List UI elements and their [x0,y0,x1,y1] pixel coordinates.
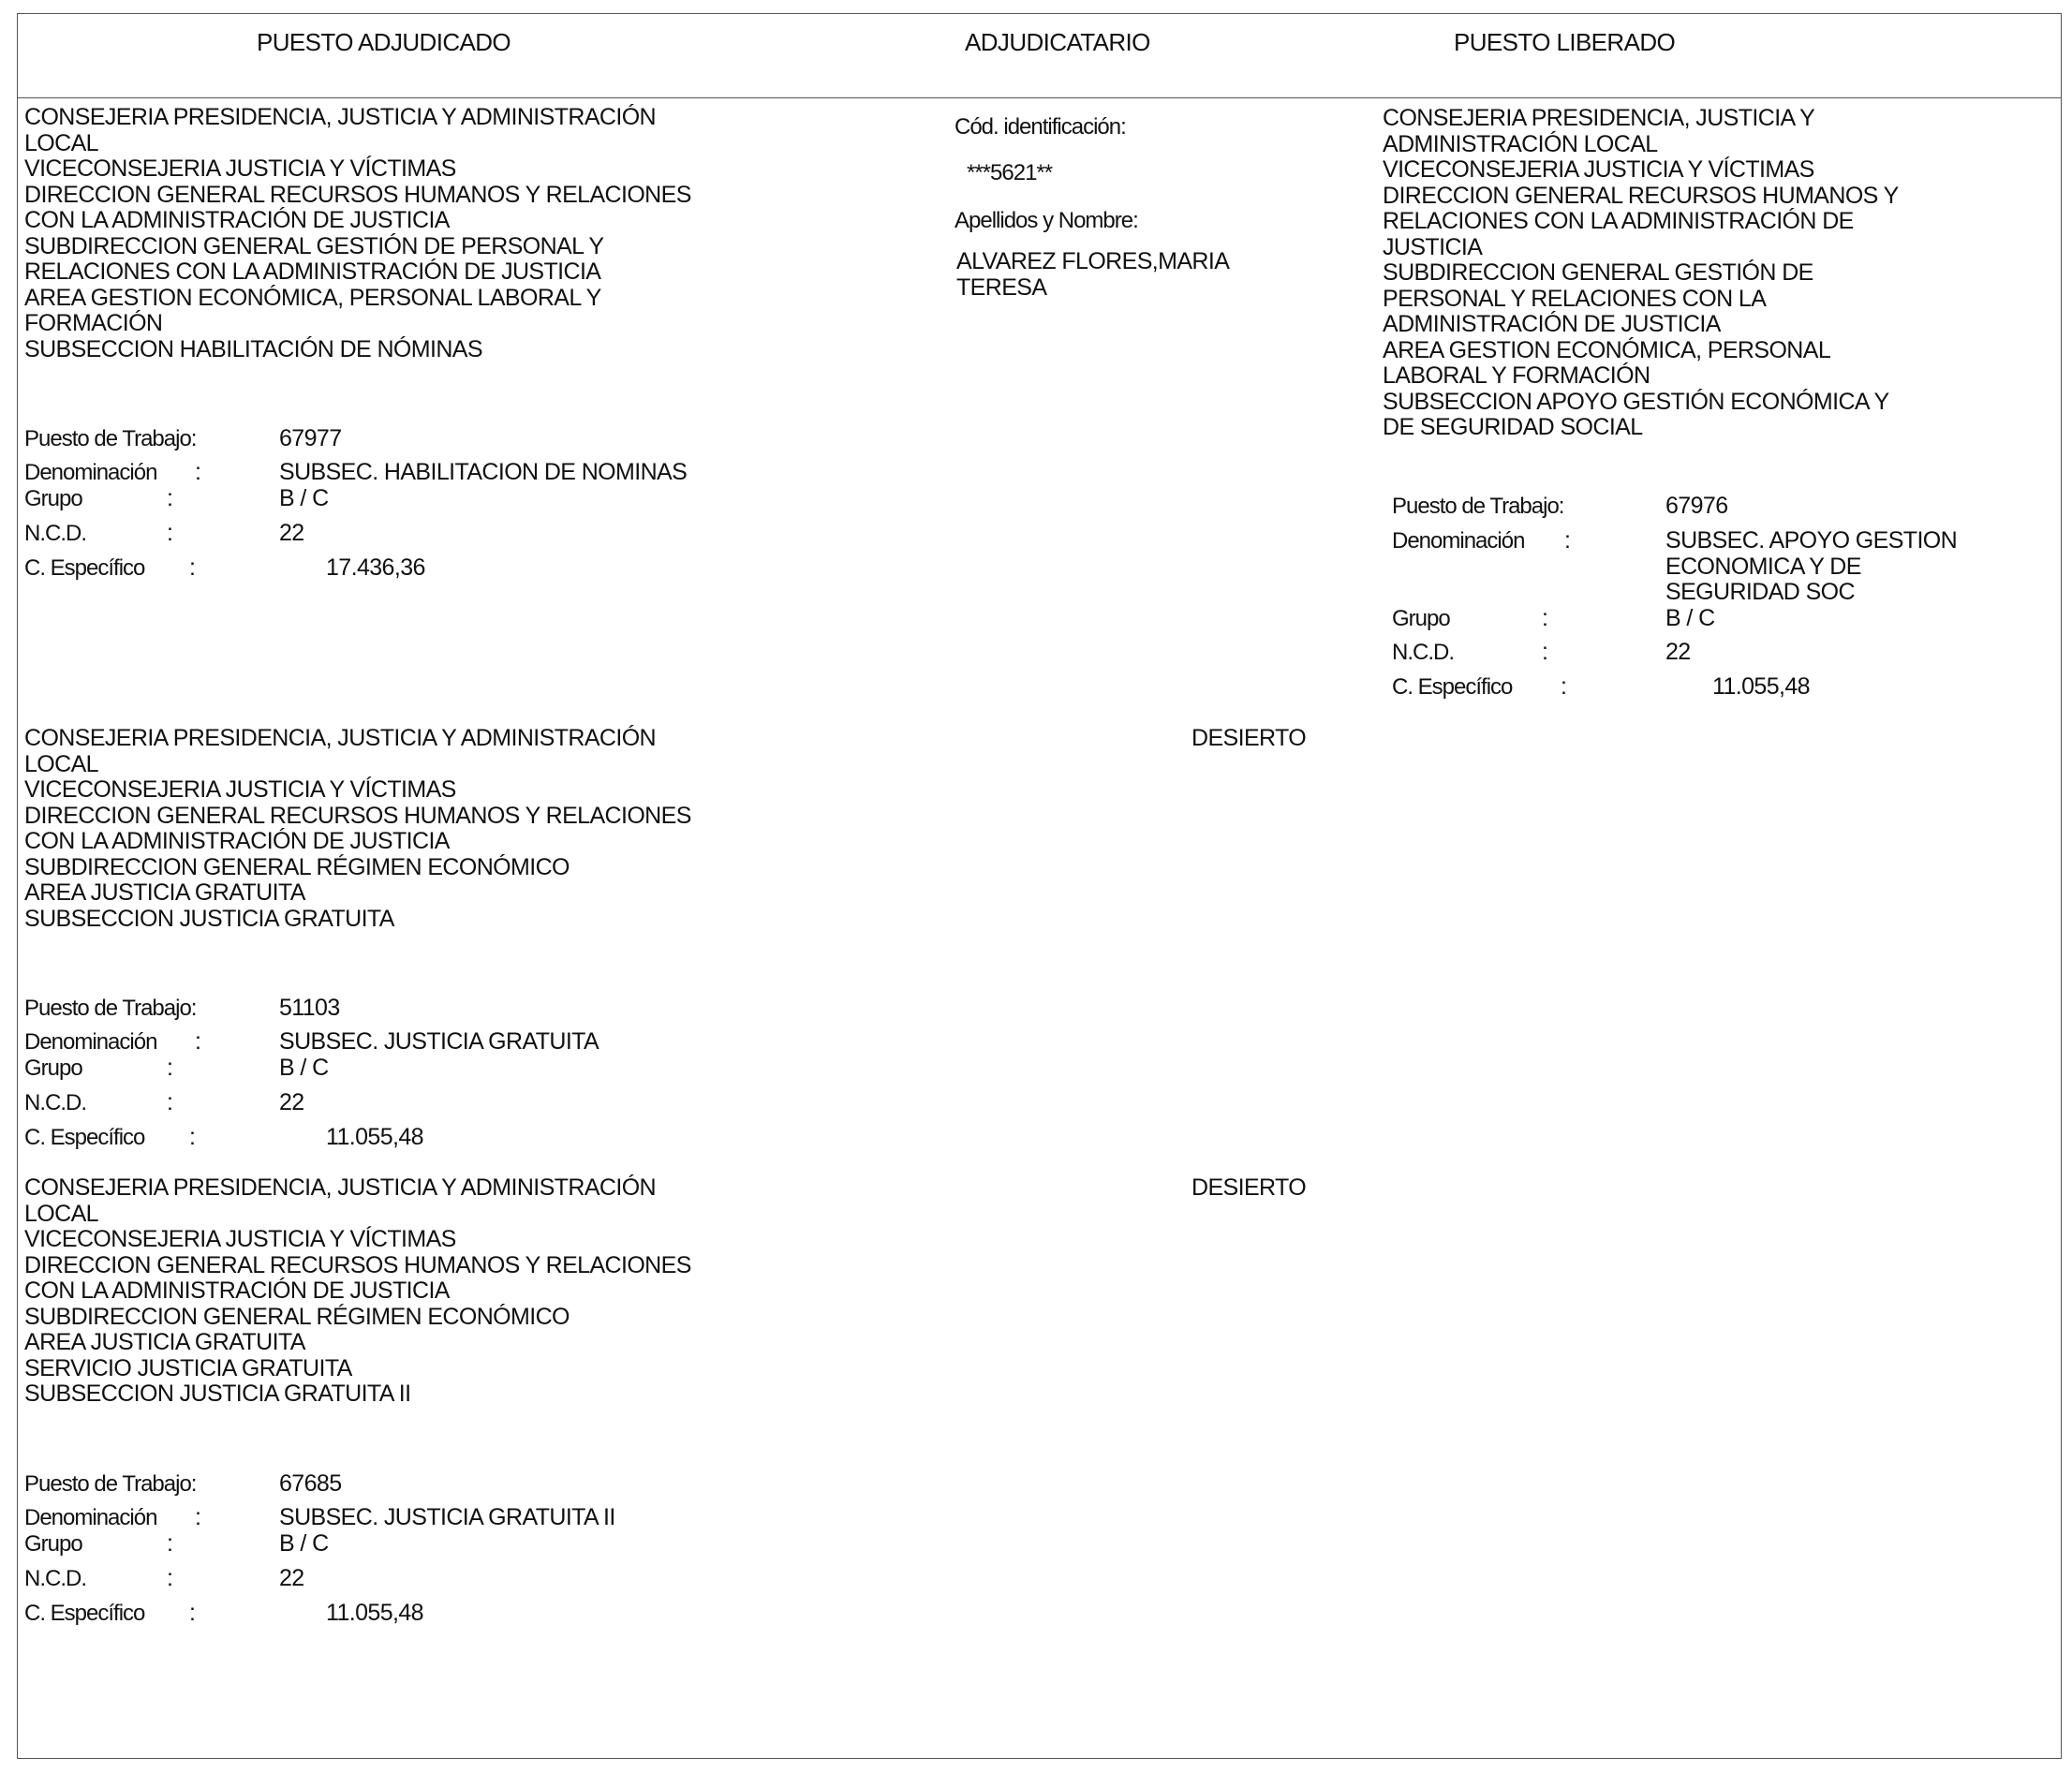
colon: : [189,1124,196,1150]
colon: : [1542,639,1548,665]
label-denominacion: Denominación [24,1505,157,1530]
label-puesto: Puesto de Trabajo: [1392,494,1564,519]
label-ncd: N.C.D. [24,521,86,546]
label-puesto: Puesto de Trabajo: [24,426,197,451]
label-puesto: Puesto de Trabajo: [24,1471,197,1497]
label-grupo: Grupo [24,486,82,511]
record-3-org: CONSEJERIA PRESIDENCIA, JUSTICIA Y ADMINISTRACIÓN LOCAL VICECONSEJERIA JUSTICIA Y VÍCTIMAS DIRECCION GENERAL RECURSOS HUMANOS Y RELACIONES CON LA ADMINISTRACIÓN DE JUSTICIA SUBDIRECCION GENERAL RÉGIMEN ECONÓMICO AREA JUSTICIA GRATUITA SERVICIO JUSTICIA GRATUITA SUBSECCION JUSTICIA GRATUITA II [24,1174,691,1407]
record-3-cespecifico: 11.055,48 [326,1600,423,1626]
colon: : [1564,527,1571,554]
liberado-org: CONSEJERIA PRESIDENCIA, JUSTICIA Y ADMINISTRACIÓN LOCAL VICECONSEJERIA JUSTICIA Y VÍCTIMAS DIRECCION GENERAL RECURSOS HUMANOS Y RELACIONES CON LA ADMINISTRACIÓN DE JUSTICIA SUBDIRECCION GENERAL GESTIÓN DE PERSONAL Y RELACIONES CON LA ADMINISTRACIÓN DE JUSTICIA AREA GESTION ECONÓMICA, PERSONAL LABORAL Y FORMACIÓN SUBSECCION APOYO GESTIÓN ECONÓMICA Y DE SEGURIDAD SOCIAL [1383,105,1899,440]
label-denominacion: Denominación [1392,528,1525,554]
liberado-puesto: 67976 [1665,493,1728,519]
label-ncd: N.C.D. [24,1090,86,1115]
colon: : [167,1089,173,1115]
adjudicatario-codigo: ***5621** [967,160,1053,185]
label-cespecifico: C. Específico [1392,674,1513,700]
record-1-cespecifico: 17.436,36 [326,554,425,581]
liberado-cespecifico: 11.055,48 [1712,673,1810,700]
record-3-status: DESIERTO [1191,1174,1307,1201]
record-2-ncd: 22 [279,1089,304,1115]
record-2-grupo: B / C [279,1055,329,1081]
colon: : [167,520,173,546]
colon: : [167,485,173,511]
record-3-denominacion: SUBSEC. JUSTICIA GRATUITA II [279,1504,615,1530]
label-ncd: N.C.D. [1392,640,1454,665]
header-adjudicatario: ADJUDICATARIO [965,28,1150,56]
colon: : [1561,673,1567,700]
label-grupo: Grupo [24,1056,82,1081]
record-2-cespecifico: 11.055,48 [326,1124,423,1150]
colon: : [189,554,196,581]
record-1-grupo: B / C [279,485,329,511]
record-1-ncd: 22 [279,520,304,546]
liberado-grupo: B / C [1665,605,1715,631]
record-1-puesto: 67977 [279,425,342,451]
colon: : [189,1600,196,1626]
adjudicatario-nombre: ALVAREZ FLORES,MARIA TERESA [956,248,1230,301]
colon: : [195,1504,201,1530]
colon: : [167,1055,173,1081]
label-grupo: Grupo [24,1531,82,1557]
colon: : [1542,605,1548,631]
record-3-ncd: 22 [279,1565,304,1591]
colon: : [195,459,201,485]
colon: : [195,1028,201,1055]
label-grupo: Grupo [1392,606,1450,631]
record-2-denominacion: SUBSEC. JUSTICIA GRATUITA [279,1028,599,1055]
record-3-puesto: 67685 [279,1470,342,1497]
record-1-org: CONSEJERIA PRESIDENCIA, JUSTICIA Y ADMINISTRACIÓN LOCAL VICECONSEJERIA JUSTICIA Y VÍCTIMAS DIRECCION GENERAL RECURSOS HUMANOS Y RELACIONES CON LA ADMINISTRACIÓN DE JUSTICIA SUBDIRECCION GENERAL GESTIÓN DE PERSONAL Y RELACIONES CON LA ADMINISTRACIÓN DE JUSTICIA AREA GESTION ECONÓMICA, PERSONAL LABORAL Y FORMACIÓN SUBSECCION HABILITACIÓN DE NÓMINAS [24,104,691,362]
label-apellidos-nombre: Apellidos y Nombre: [955,208,1138,233]
colon: : [167,1565,173,1591]
label-ncd: N.C.D. [24,1566,86,1591]
record-2-org: CONSEJERIA PRESIDENCIA, JUSTICIA Y ADMINISTRACIÓN LOCAL VICECONSEJERIA JUSTICIA Y VÍCTIMAS DIRECCION GENERAL RECURSOS HUMANOS Y RELACIONES CON LA ADMINISTRACIÓN DE JUSTICIA SUBDIRECCION GENERAL RÉGIMEN ECONÓMICO AREA JUSTICIA GRATUITA SUBSECCION JUSTICIA GRATUITA [24,725,691,932]
liberado-denominacion: SUBSEC. APOYO GESTION ECONOMICA Y DE SEGURIDAD SOC [1665,527,1958,605]
label-cespecifico: C. Específico [24,555,145,581]
header-divider [17,97,2062,98]
label-cespecifico: C. Específico [24,1125,145,1150]
colon: : [167,1530,173,1557]
label-cespecifico: C. Específico [24,1601,145,1626]
header-puesto-adjudicado: PUESTO ADJUDICADO [257,28,511,56]
label-cod-identificacion: Cód. identificación: [955,114,1126,140]
record-2-status: DESIERTO [1191,725,1307,751]
header-puesto-liberado: PUESTO LIBERADO [1454,28,1676,56]
label-denominacion: Denominación [24,460,157,485]
liberado-ncd: 22 [1665,639,1691,665]
record-3-grupo: B / C [279,1530,329,1557]
record-1-denominacion: SUBSEC. HABILITACION DE NOMINAS [279,459,688,485]
record-2-puesto: 51103 [279,995,340,1021]
label-denominacion: Denominación [24,1029,157,1055]
label-puesto: Puesto de Trabajo: [24,996,197,1021]
